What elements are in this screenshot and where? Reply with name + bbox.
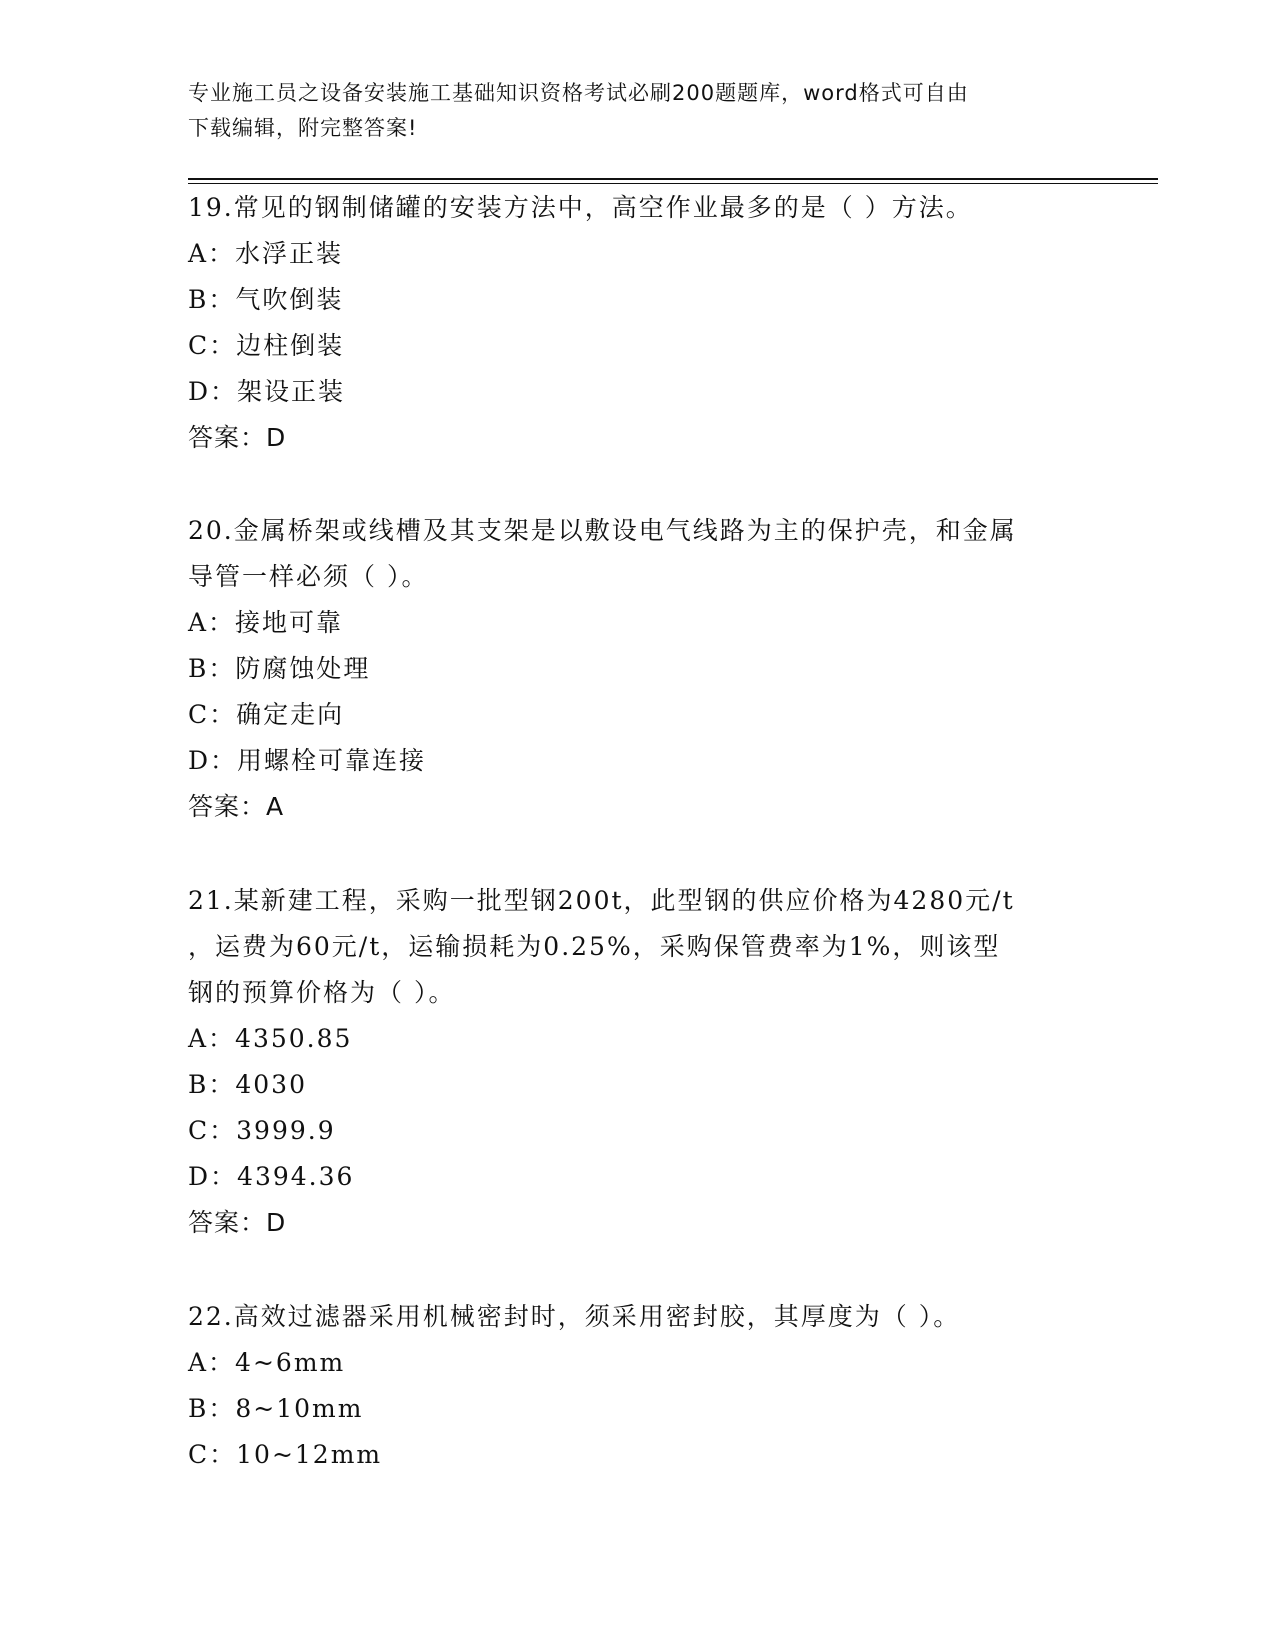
question-stem: 导管一样必须（ ）。 xyxy=(188,562,429,591)
option-b: B：8~10mm xyxy=(188,1394,364,1423)
option-b: B：气吹倒装 xyxy=(188,285,344,314)
header-divider-thin xyxy=(188,183,1158,184)
question-stem: 20.金属桥架或线槽及其支架是以敷设电气线路为主的保护壳，和金属 xyxy=(188,516,1017,545)
document-header xyxy=(188,76,1088,146)
answer: 答案：A xyxy=(188,792,285,821)
option-b: B：防腐蚀处理 xyxy=(188,654,371,683)
header-divider-thick xyxy=(188,178,1158,180)
option-c: C：边柱倒装 xyxy=(188,331,345,360)
question-19 xyxy=(188,185,1108,461)
question-stem: 21.某新建工程，采购一批型钢200t，此型钢的供应价格为4280元/t xyxy=(188,886,1015,915)
option-c: C：10~12mm xyxy=(188,1440,383,1469)
question-stem: 22.高效过滤器采用机械密封时，须采用密封胶，其厚度为（ ）。 xyxy=(188,1302,961,1331)
question-stem: 钢的预算价格为（ ）。 xyxy=(188,978,456,1007)
option-a: A：水浮正装 xyxy=(188,239,344,268)
answer: 答案：D xyxy=(188,1208,287,1237)
option-b: B：4030 xyxy=(188,1070,307,1099)
option-d: D：4394.36 xyxy=(188,1162,355,1191)
header-line-2: 下载编辑，附完整答案! xyxy=(188,116,418,140)
header-line-1: 专业施工员之设备安装施工基础知识资格考试必刷200题题库，word格式可自由 xyxy=(188,81,969,105)
option-c: C：3999.9 xyxy=(188,1116,336,1145)
question-20 xyxy=(188,508,1108,830)
answer: 答案：D xyxy=(188,423,287,452)
question-21 xyxy=(188,878,1108,1246)
option-d: D：架设正装 xyxy=(188,377,346,406)
option-a: A：4~6mm xyxy=(188,1348,346,1377)
option-d: D：用螺栓可靠连接 xyxy=(188,746,427,775)
option-c: C：确定走向 xyxy=(188,700,345,729)
question-stem: 19.常见的钢制储罐的安装方法中，高空作业最多的是（ ）方法。 xyxy=(188,193,973,222)
option-a: A：4350.85 xyxy=(188,1024,353,1053)
question-22 xyxy=(188,1294,1108,1478)
option-a: A：接地可靠 xyxy=(188,608,344,637)
question-stem: ，运费为60元/t，运输损耗为0.25%，采购保管费率为1%，则该型 xyxy=(188,932,1001,961)
